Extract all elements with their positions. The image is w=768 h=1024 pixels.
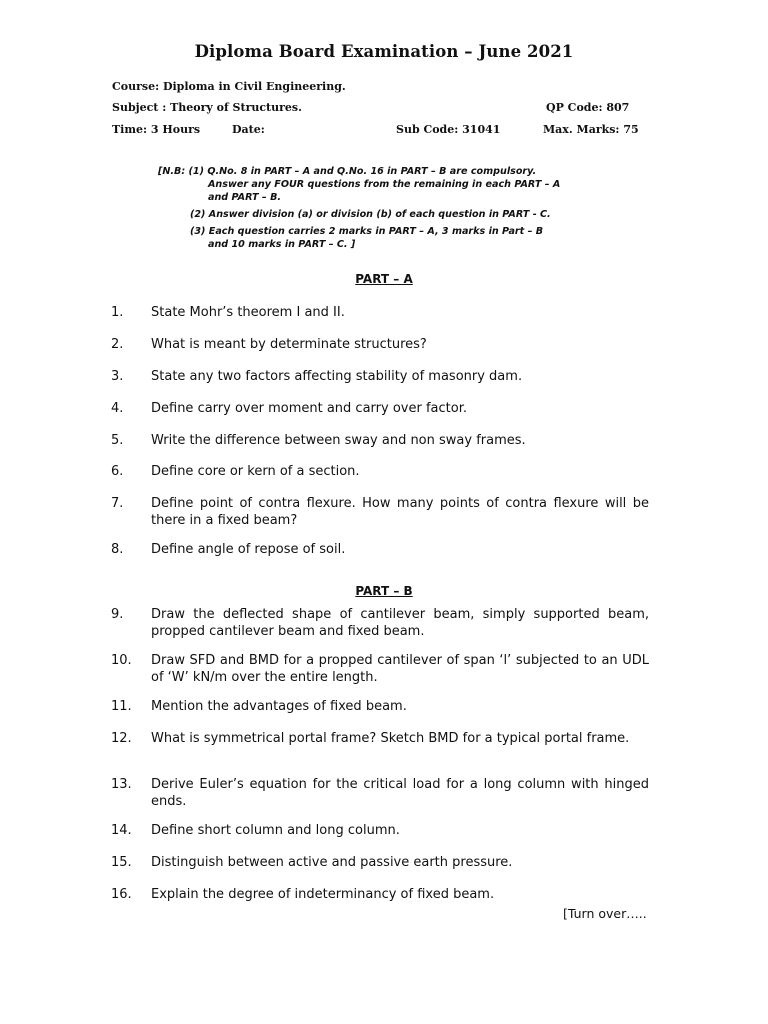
- question-number: 4.: [111, 401, 124, 416]
- question-number: 14.: [111, 823, 132, 838]
- question-number: 11.: [111, 699, 132, 714]
- sub-code: Sub Code: 31041: [396, 123, 501, 136]
- question-text: Derive Euler’s equation for the critical load for a long column with hinged ends.: [151, 777, 649, 809]
- instruction-line: [N.B: (1) Q.No. 8 in PART – A and Q.No. 16 in PART – B are compulsory.: [158, 166, 537, 177]
- course-line: Course: Diploma in Civil Engineering.: [112, 80, 346, 93]
- question-number: 9.: [111, 607, 124, 622]
- instruction-line: (3) Each question carries 2 marks in PART – A, 3 marks in Part – B: [190, 226, 544, 237]
- question-number: 12.: [111, 731, 132, 746]
- question-number: 2.: [111, 337, 124, 352]
- question-text: State Mohr’s theorem I and II.: [151, 305, 345, 320]
- date-line: Date:: [232, 123, 265, 136]
- time-line: Time: 3 Hours: [112, 123, 201, 136]
- instruction-line: and PART – B.: [208, 192, 282, 203]
- question-number: 15.: [111, 855, 132, 870]
- question-text: Define short column and long column.: [151, 823, 400, 838]
- question-text: Draw SFD and BMD for a propped cantilever of span ‘l’ subjected to an UDL of ‘W’ kN/m over the entire length.: [151, 653, 649, 685]
- question-number: 8.: [111, 542, 124, 557]
- question-text: Define point of contra flexure. How many points of contra flexure will be there in a fixed beam?: [151, 496, 649, 528]
- question-text: Draw the deflected shape of cantilever beam, simply supported beam, propped cantilever beam and fixed beam.: [151, 607, 649, 639]
- question-text: What is meant by determinate structures?: [151, 337, 427, 352]
- subject-line: Subject : Theory of Structures.: [112, 101, 302, 114]
- question-text: What is symmetrical portal frame? Sketch BMD for a typical portal frame.: [151, 731, 630, 746]
- turn-over-note: [Turn over…..: [563, 906, 647, 921]
- question-number: 16.: [111, 887, 132, 902]
- question-number: 1.: [111, 305, 124, 320]
- question-text: Explain the degree of indeterminancy of fixed beam.: [151, 887, 495, 902]
- exam-title: Diploma Board Examination – June 2021: [194, 42, 574, 61]
- max-marks: Max. Marks: 75: [543, 123, 639, 136]
- question-number: 13.: [111, 777, 132, 792]
- question-text: State any two factors affecting stability of masonry dam.: [151, 369, 523, 384]
- part-a-heading: PART – A: [355, 272, 413, 286]
- question-text: Define core or kern of a section.: [151, 464, 360, 479]
- instruction-line: Answer any FOUR questions from the remaining in each PART – A: [208, 179, 561, 190]
- question-text: Define angle of repose of soil.: [151, 542, 346, 557]
- question-text: Define carry over moment and carry over factor.: [151, 401, 467, 416]
- question-number: 6.: [111, 464, 124, 479]
- qp-code: QP Code: 807: [546, 101, 630, 114]
- question-text: Write the difference between sway and non sway frames.: [151, 433, 526, 448]
- question-number: 7.: [111, 496, 124, 511]
- question-number: 5.: [111, 433, 124, 448]
- instruction-line: (2) Answer division (a) or division (b) of each question in PART - C.: [190, 209, 551, 220]
- question-text: Distinguish between active and passive earth pressure.: [151, 855, 513, 870]
- question-number: 10.: [111, 653, 132, 668]
- instruction-line: and 10 marks in PART – C. ]: [208, 239, 356, 250]
- question-text: Mention the advantages of fixed beam.: [151, 699, 407, 714]
- question-number: 3.: [111, 369, 124, 384]
- part-b-heading: PART – B: [355, 584, 413, 598]
